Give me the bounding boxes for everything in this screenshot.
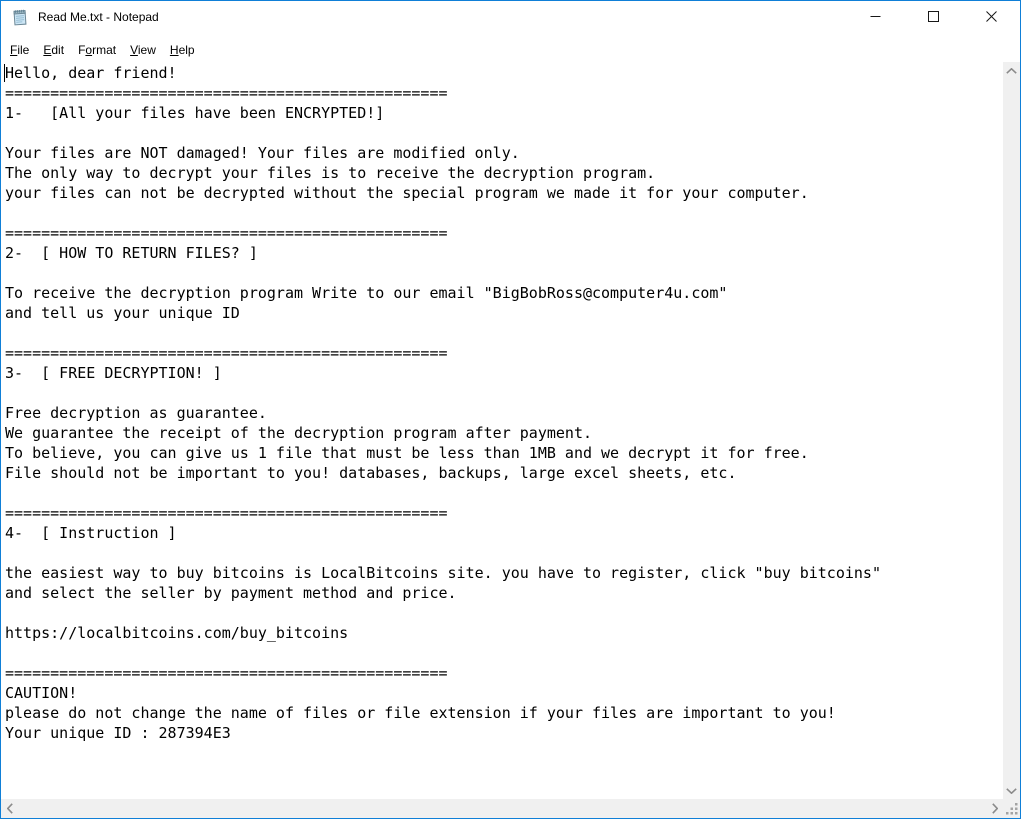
chevron-right-icon [992, 803, 998, 814]
chevron-up-icon [1006, 68, 1017, 74]
text-line: The only way to decrypt your files is to receive the decryption program. [5, 164, 656, 182]
text-line: Your files are NOT damaged! Your files are modified only. [5, 144, 520, 162]
maximize-button[interactable] [904, 1, 962, 32]
text-line [5, 263, 1003, 283]
menu-help-post: elp [178, 43, 195, 57]
text-line: File should not be important to you! databases, backups, large excel sheets, etc. [5, 464, 737, 482]
text-area[interactable] [1, 62, 1003, 799]
text-line [5, 543, 1003, 563]
menu-item-help[interactable] [163, 40, 202, 60]
text-line: https://localbitcoins.com/buy_bitcoins [5, 624, 349, 642]
text-line [5, 483, 1003, 503]
text-line: We guarantee the receipt of the decryption program after payment. [5, 424, 592, 442]
text-line: Free decryption as guarantee. [5, 404, 267, 422]
menu-item-view[interactable] [123, 40, 163, 60]
menu-format-post: rmat [92, 43, 117, 57]
text-line: 1- [All your files have been ENCRYPTED!] [5, 104, 385, 122]
text-line: Hello, dear friend! [5, 64, 177, 82]
menu-view-post: iew [137, 43, 156, 57]
text-line: ================================================= [5, 224, 448, 242]
menu-item-format[interactable] [71, 40, 123, 60]
text-line [5, 323, 1003, 343]
window-title: Read Me.txt - Notepad [38, 9, 159, 24]
text-line: To receive the decryption program Write to our email "BigBobRoss@computer4u.com" [5, 284, 728, 302]
menu-format-pre: F [78, 43, 86, 57]
notepad-app-icon [10, 7, 30, 27]
menu-file-key: F [10, 43, 18, 57]
content-area [1, 62, 1020, 799]
menu-format-key: o [85, 43, 93, 57]
text-line: ================================================= [5, 84, 448, 102]
text-line: CAUTION! [5, 684, 78, 702]
text-line: To believe, you can give us 1 file that must be less than 1MB and we decrypt it for free. [5, 444, 809, 462]
menu-item-edit[interactable] [36, 40, 71, 60]
close-icon [986, 11, 997, 22]
minimize-button[interactable] [846, 1, 904, 32]
text-line [5, 603, 1003, 623]
horizontal-scrollbar[interactable] [1, 799, 1003, 818]
text-line: Your unique ID : 287394E3 [5, 724, 231, 742]
resize-grip[interactable] [1003, 799, 1020, 818]
maximize-icon [928, 11, 939, 22]
scroll-up-button[interactable] [1003, 62, 1020, 79]
menu-help-key: H [169, 43, 179, 57]
scroll-left-button[interactable] [1, 800, 18, 817]
text-line: the easiest way to buy bitcoins is LocalBitcoins site. you have to register, click "buy bitcoins" [5, 564, 881, 582]
text-line: please do not change the name of files or file extension if your files are important to you! [5, 704, 836, 722]
text-line [5, 383, 1003, 403]
menu-edit-key: E [43, 43, 52, 57]
text-line: ================================================= [5, 504, 448, 522]
menu-view-key: V [130, 43, 138, 57]
minimize-icon [870, 11, 881, 22]
menu-item-file[interactable] [3, 40, 36, 60]
menu-edit-post: dit [51, 43, 65, 57]
chevron-down-icon [1006, 788, 1017, 794]
scroll-down-button[interactable] [1003, 782, 1020, 799]
text-line: 4- [ Instruction ] [5, 524, 177, 542]
text-line [5, 643, 1003, 663]
text-line: 3- [ FREE DECRYPTION! ] [5, 364, 222, 382]
text-line [5, 123, 1003, 143]
chevron-left-icon [7, 803, 13, 814]
menu-file-post: ile [17, 43, 30, 57]
close-button[interactable] [962, 1, 1020, 32]
title-bar[interactable] [1, 1, 1020, 32]
text-line: and select the seller by payment method and price. [5, 584, 457, 602]
text-line [5, 203, 1003, 223]
text-line: 2- [ HOW TO RETURN FILES? ] [5, 244, 258, 262]
bottom-bar [1, 799, 1020, 818]
resize-grip-icon [1006, 803, 1018, 815]
menu-bar [1, 32, 1020, 62]
scroll-right-button[interactable] [986, 800, 1003, 817]
vertical-scrollbar[interactable] [1003, 62, 1020, 799]
text-caret [4, 64, 5, 82]
text-line: ================================================= [5, 664, 448, 682]
text-line: and tell us your unique ID [5, 304, 240, 322]
text-line: your files can not be decrypted without the special program we made it for your computer. [5, 184, 809, 202]
text-line: ================================================= [5, 344, 448, 362]
